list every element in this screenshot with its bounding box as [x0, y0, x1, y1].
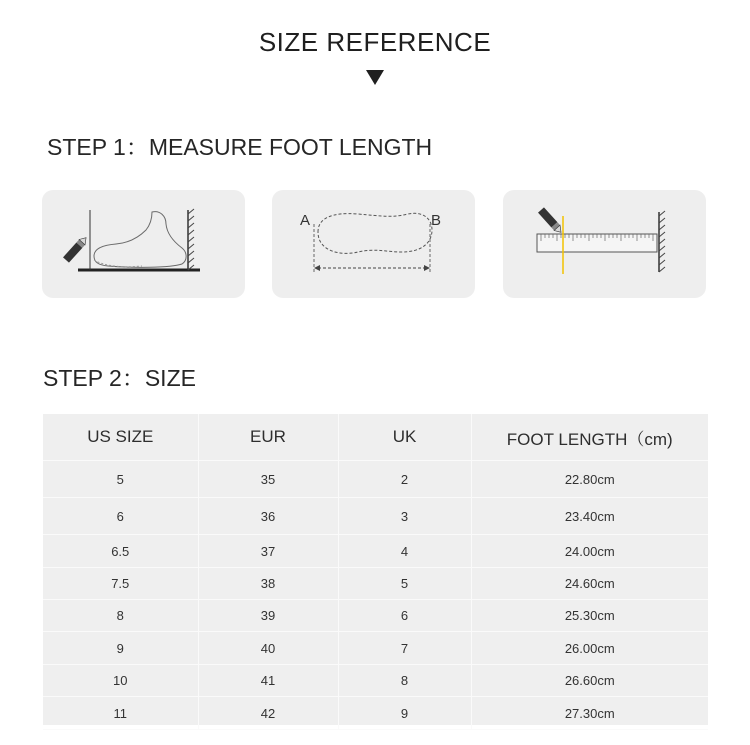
table-header-row	[43, 414, 708, 461]
us-size-cell: 9	[43, 632, 198, 665]
page-title: SIZE REFERENCE	[258, 27, 492, 57]
us-size-cell: 8	[43, 600, 198, 632]
eur-cell: 37	[198, 535, 338, 568]
table-row	[43, 535, 708, 568]
table-row	[43, 600, 708, 632]
uk-cell: 9	[338, 697, 471, 730]
table-row	[43, 632, 708, 665]
table-row	[43, 568, 708, 600]
step2-heading: STEP 2：SIZE	[43, 365, 196, 391]
header-uk: UK	[338, 414, 471, 461]
header-foot-length: FOOT LENGTH（cm)	[471, 414, 708, 461]
down-arrow-icon	[366, 70, 384, 85]
us-size-cell: 7.5	[43, 568, 198, 600]
foot-length-cell: 26.60cm	[471, 665, 708, 697]
foot-measure-card	[42, 190, 245, 298]
uk-cell: 2	[338, 461, 471, 498]
header-eur: EUR	[198, 414, 338, 461]
foot-length-cell: 25.30cm	[471, 600, 708, 632]
eur-cell: 39	[198, 600, 338, 632]
table-row	[43, 498, 708, 535]
uk-cell: 8	[338, 665, 471, 697]
footprint-card	[272, 190, 475, 298]
foot-length-cell: 23.40cm	[471, 498, 708, 535]
foot-length-cell: 24.00cm	[471, 535, 708, 568]
foot-length-cell: 27.30cm	[471, 697, 708, 730]
us-size-cell: 10	[43, 665, 198, 697]
table-row	[43, 697, 708, 730]
us-size-cell: 11	[43, 697, 198, 730]
table-row	[43, 665, 708, 697]
header-us-size: US SIZE	[43, 414, 198, 461]
us-size-cell: 6	[43, 498, 198, 535]
us-size-cell: 6.5	[43, 535, 198, 568]
table-row	[43, 461, 708, 498]
point-a-label: A	[300, 212, 311, 229]
uk-cell: 4	[338, 535, 471, 568]
uk-cell: 3	[338, 498, 471, 535]
size-chart-table	[43, 414, 708, 725]
foot-length-cell: 22.80cm	[471, 461, 708, 498]
foot-measure-side-icon	[42, 190, 245, 298]
eur-cell: 35	[198, 461, 338, 498]
footprint-length-icon	[272, 190, 475, 298]
foot-length-cell: 24.60cm	[471, 568, 708, 600]
step1-heading: STEP 1：MEASURE FOOT LENGTH	[47, 134, 433, 160]
eur-cell: 38	[198, 568, 338, 600]
eur-cell: 41	[198, 665, 338, 697]
ruler-measure-icon	[503, 190, 706, 298]
uk-cell: 6	[338, 600, 471, 632]
uk-cell: 7	[338, 632, 471, 665]
us-size-cell: 5	[43, 461, 198, 498]
ruler-card	[503, 190, 706, 298]
point-b-label: B	[431, 212, 442, 229]
eur-cell: 42	[198, 697, 338, 730]
uk-cell: 5	[338, 568, 471, 600]
eur-cell: 36	[198, 498, 338, 535]
eur-cell: 40	[198, 632, 338, 665]
foot-length-cell: 26.00cm	[471, 632, 708, 665]
